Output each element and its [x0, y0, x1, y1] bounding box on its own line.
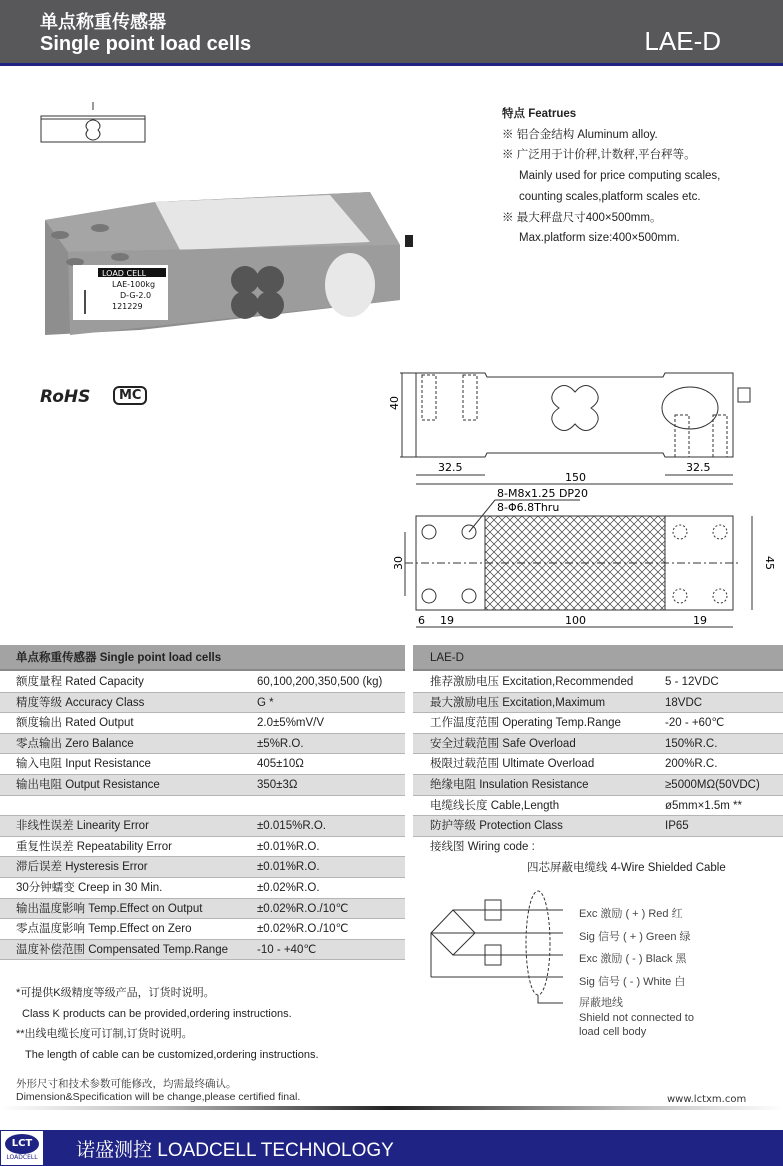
spec-label: 安全过载范围 Safe Overload: [430, 737, 576, 750]
wire-exc-plus: Exc 激励 ( + ) Red 红: [579, 908, 683, 920]
spec-value: ≥5000MΩ(50VDC): [665, 778, 760, 791]
shield-note: [579, 996, 694, 1040]
wire-sig-minus: Sig 信号 ( - ) White 白: [579, 976, 686, 988]
spec-value: ±0.02%R.O./10℃: [257, 902, 349, 915]
spec-label: 输出电阻 Output Resistance: [16, 778, 160, 791]
dim-center: 100: [565, 614, 586, 627]
spec-value: 200%R.C.: [665, 758, 718, 771]
rohs-mark: RoHS: [40, 387, 91, 407]
spec-row: [413, 672, 783, 693]
feature-item: ※ 广泛用于计价秤,计数秤,平台秤等。: [502, 149, 696, 162]
mc-mark: MC: [113, 386, 147, 405]
spec-value: 350±3Ω: [257, 778, 298, 791]
spec-row: [0, 899, 405, 920]
spec-row: [0, 816, 405, 837]
features-title: 特点 Featrues: [502, 108, 577, 120]
spec-row: [0, 693, 405, 714]
wiring-title: 接线图 Wiring code :: [430, 841, 535, 853]
disclaimer: [16, 1078, 300, 1104]
wire-sig-plus: Sig 信号 ( + ) Green 绿: [579, 931, 691, 943]
company-logo: [0, 1130, 44, 1166]
spec-label: 精度等级 Accuracy Class: [16, 696, 145, 709]
feature-item: Mainly used for price computing scales,: [519, 170, 721, 183]
spec-row: [0, 940, 405, 961]
spec-value: 5 - 12VDC: [665, 676, 719, 688]
model-name: LAE-D: [644, 26, 721, 56]
note: **出线电缆长度可订制,订货时说明。: [16, 1028, 193, 1040]
spec-row: [413, 796, 783, 817]
note: Class K products can be provided,ordering instructions.: [22, 1007, 292, 1020]
spec-label: 输入电阻 Input Resistance: [16, 758, 151, 771]
dim-width: 45: [763, 556, 776, 570]
spec-label: 电缆线长度 Cable,Length: [430, 799, 560, 812]
thread-note: 8-M8x1.25 DP20: [497, 487, 589, 500]
spec-row: [0, 796, 405, 817]
dim-height: 40: [388, 396, 401, 410]
title-cn: 单点称重传感器: [40, 12, 166, 33]
feature-item: counting scales,platform scales etc.: [519, 190, 701, 203]
spec-row: [0, 713, 405, 734]
spec-label: 滞后误差 Hysteresis Error: [16, 861, 148, 874]
spec-label: 零点温度影响 Temp.Effect on Zero: [16, 923, 192, 936]
dim-length: 150: [565, 471, 586, 484]
spec-value: ±0.02%R.O.: [257, 881, 320, 894]
website: www.lctxm.com: [667, 1094, 747, 1105]
spec-value: 150%R.C.: [665, 737, 718, 750]
spec-right-table: [413, 672, 783, 837]
spec-right-header: LAE-D: [413, 645, 783, 671]
spec-row: [413, 734, 783, 755]
spec-row: [0, 857, 405, 878]
spec-label: 工作温度范围 Operating Temp.Range: [430, 717, 621, 730]
spec-row: [0, 878, 405, 899]
spec-value: 60,100,200,350,500 (kg): [257, 676, 383, 688]
spec-label: 推荐激励电压 Excitation,Recommended: [430, 676, 634, 688]
shield-en-1: Shield not connected to: [579, 1011, 694, 1024]
spec-value: ±0.015%R.O.: [257, 820, 326, 833]
features: [502, 104, 720, 249]
spec-label: 绝缘电阻 Insulation Resistance: [430, 778, 589, 791]
spec-value: 405±10Ω: [257, 758, 304, 771]
notes: [16, 983, 319, 1065]
spec-label: 极限过载范围 Ultimate Overload: [430, 758, 595, 771]
spec-value: ±0.01%R.O.: [257, 861, 320, 874]
label-title: LOAD CELL: [102, 269, 147, 278]
spec-label: 防护等级 Protection Class: [430, 820, 563, 833]
spec-label: 30分钟蠕变 Creep in 30 Min.: [16, 881, 163, 894]
dim-left-offset: 32.5: [438, 461, 463, 474]
dim-pitch-right: 19: [693, 614, 707, 627]
divider: [0, 1106, 783, 1110]
spec-row: [0, 837, 405, 858]
spec-row: [0, 754, 405, 775]
note: The length of cable can be customized,ordering instructions.: [25, 1048, 319, 1061]
page-header: [0, 0, 783, 66]
label-series: D-G-2.0: [120, 291, 152, 300]
spec-label: 温度补偿范围 Compensated Temp.Range: [16, 943, 228, 956]
spec-value: 18VDC: [665, 696, 703, 709]
dim-right-offset: 32.5: [686, 461, 711, 474]
note: *可提供K级精度等级产品，订货时说明。: [16, 987, 215, 999]
feature-item: Max.platform size:400×500mm.: [519, 232, 680, 245]
spec-row: [0, 734, 405, 755]
spec-value: -10 - +40℃: [257, 943, 317, 956]
label-date: 121229: [112, 302, 143, 311]
title-en: Single point load cells: [40, 33, 252, 55]
spec-row: [0, 672, 405, 693]
label-type: LAE-100kg: [112, 280, 156, 289]
spec-value: ø5mm×1.5m **: [665, 799, 743, 812]
spec-row: [413, 775, 783, 796]
side-view-sketch: [38, 100, 148, 146]
spec-label: 额度量程 Rated Capacity: [16, 676, 144, 688]
feature-item: ※ 最大秤盘尺寸400×500mm。: [502, 211, 662, 224]
wiring-cable: 四芯屏蔽电缆线 4-Wire Shielded Cable: [527, 862, 726, 874]
spec-row: [413, 816, 783, 837]
feature-item: ※ 铝合金结构 Aluminum alloy.: [502, 128, 658, 141]
shield-cn: 屏蔽地线: [579, 997, 623, 1009]
wiring-diagram: [428, 890, 568, 1010]
spec-row: [0, 775, 405, 796]
spec-left-table: [0, 672, 405, 960]
spec-left-header: 单点称重传感器 Single point load cells: [0, 645, 405, 671]
spec-value: ±0.02%R.O./10℃: [257, 923, 349, 936]
hole-note: 8-Φ6.8Thru: [497, 501, 560, 514]
spec-value: IP65: [665, 820, 689, 833]
spec-label: 额度输出 Rated Output: [16, 717, 134, 730]
spec-label: 输出温度影响 Temp.Effect on Output: [16, 902, 203, 915]
shield-en-2: load cell body: [579, 1026, 647, 1038]
spec-row: [413, 713, 783, 734]
spec-row: [413, 754, 783, 775]
spec-value: G *: [257, 696, 274, 709]
spec-value: ±0.01%R.O.: [257, 840, 320, 853]
spec-label: 零点输出 Zero Balance: [16, 737, 134, 750]
spec-label: 非线性误差 Linearity Error: [16, 820, 149, 833]
spec-value: -20 - +60℃: [665, 717, 725, 730]
company-name: 诺盛测控 LOADCELL TECHNOLOGY: [76, 1140, 394, 1161]
disclaimer-cn: 外形尺寸和技术参数可能修改，均需最终确认。: [16, 1078, 237, 1090]
footer-bar: [0, 1130, 783, 1166]
dim-pitch-left: 19: [440, 614, 454, 627]
spec-value: 2.0±5%mV/V: [257, 717, 325, 730]
spec-label: 重复性误差 Repeatability Error: [16, 840, 172, 853]
disclaimer-en: Dimension&Specification will be change,please certified final.: [16, 1091, 301, 1103]
spec-label: 最大激励电压 Excitation,Maximum: [430, 696, 606, 709]
logo-sub: LOADCELL: [6, 1154, 38, 1161]
dim-edge: 6: [418, 614, 425, 627]
dim-hole-spacing: 30: [392, 556, 405, 570]
product-photo: [40, 190, 410, 340]
dimension-drawing: [390, 360, 783, 640]
spec-row: [0, 919, 405, 940]
logo-mark: LCT: [5, 1134, 39, 1154]
spec-row: [413, 693, 783, 714]
wire-exc-minus: Exc 激励 ( - ) Black 黑: [579, 953, 687, 965]
spec-value: ±5%R.O.: [257, 737, 304, 750]
